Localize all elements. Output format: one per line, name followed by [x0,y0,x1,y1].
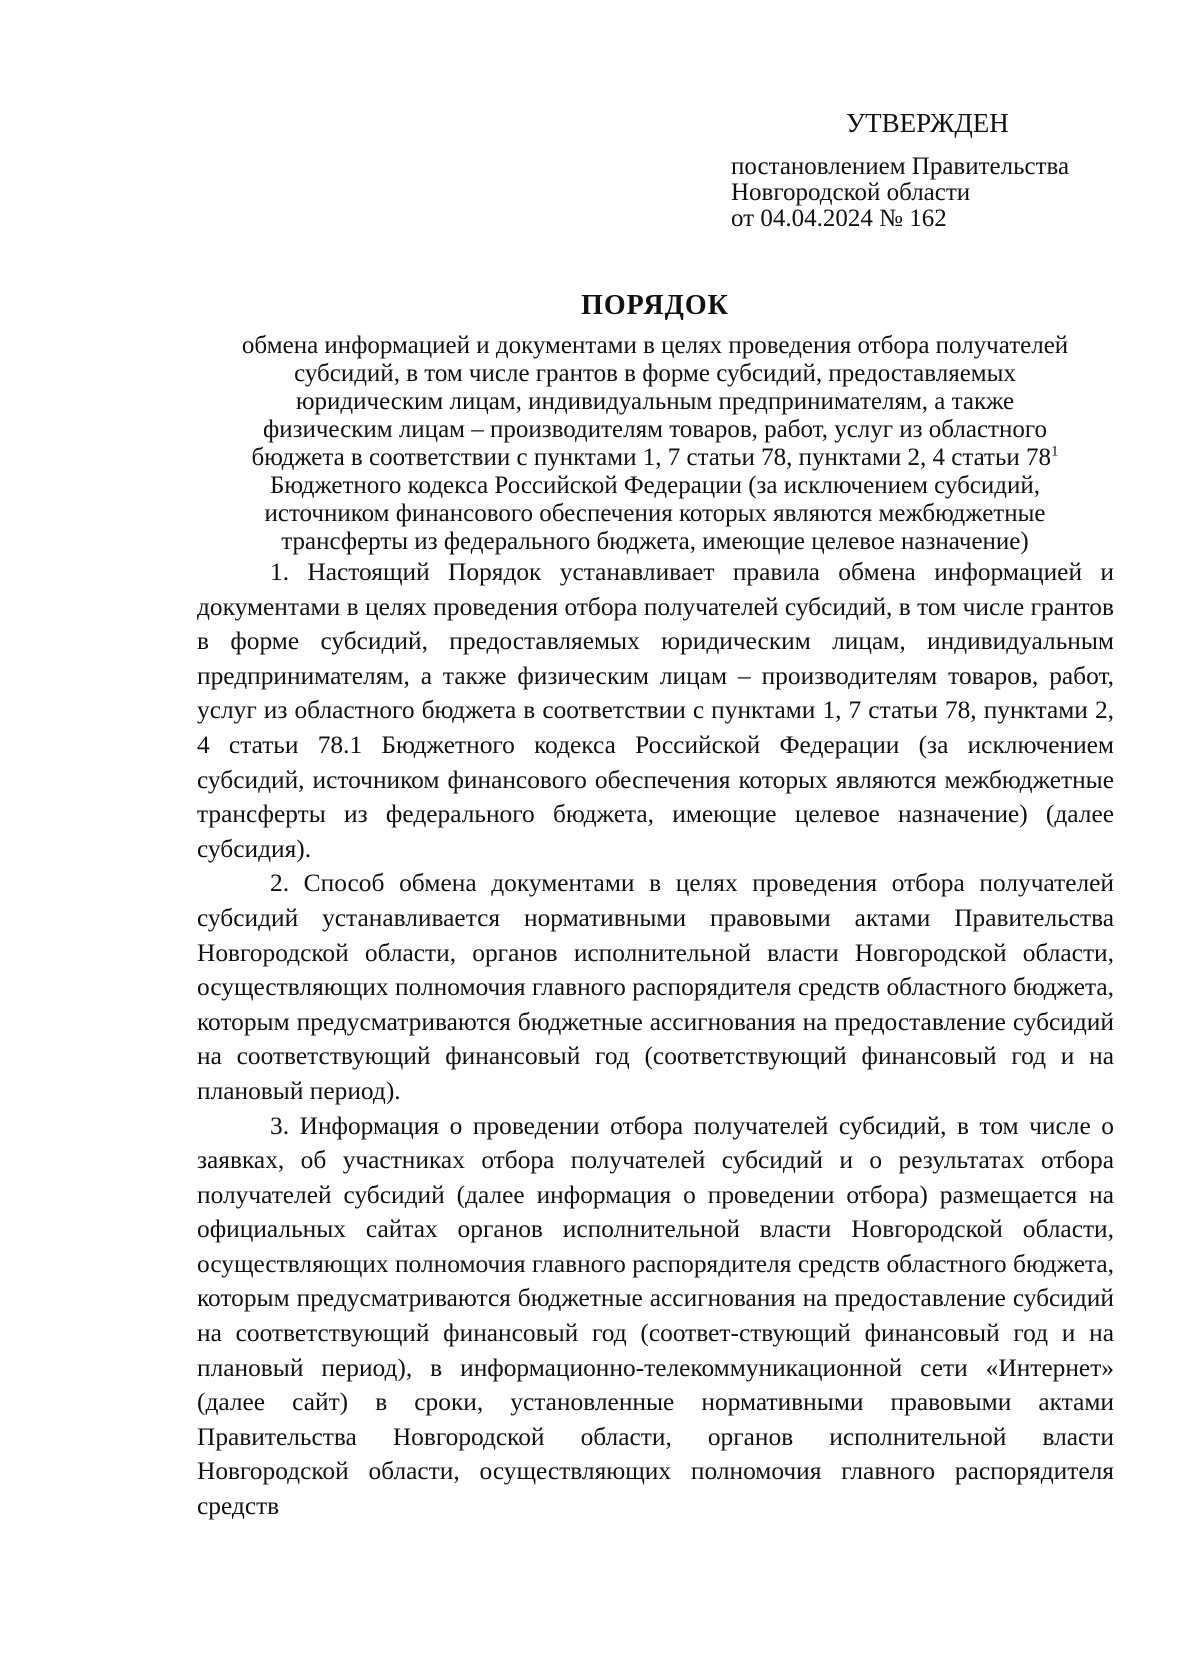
subtitle-line: юридическим лицам, индивидуальным предпринимателям, а также [295,388,1015,415]
approval-heading: УТВЕРЖДЕН [846,108,1009,138]
approval-line: постановлением Правительства [731,153,1070,180]
paragraph-3: 3. Информация о проведении отбора получателей субсидий, в том числе о заявках, об участниках отбора получателей субсидий и о результатах отбора получателей субсидий (далее информация о проведении отбора) размещается на официальных сайтах органов исполнительной власти Новгородской области, осуществляющих полномочия главного распорядителя средств областного бюджета, которым предусматриваются бюджетные ассигнования на предоставление субсидий на соответствующий финансовый год (соответ-ствующий финансовый год и на плановый период), в информационно-телекоммуникационной сети «Интернет» (далее сайт) в сроки, установленные нормативными правовыми актами Правительства Новгородской области, органов исполнительной власти Новгородской области, осуществляющих полномочия главного распорядителя средств [197,1111,1114,1521]
superscript: 1 [1051,443,1059,460]
subtitle-line: источником финансового обеспечения которых являются межбюджетные [264,500,1046,527]
subtitle-line-text: бюджета в соответствии с пунктами 1, 7 статьи 78, пунктами 2, 4 статьи 78 [251,444,1052,471]
document-title: ПОРЯДОК [581,290,729,321]
paragraph-2: 2. Способ обмена документами в целях проведения отбора получателей субсидий устанавливается нормативными правовыми актами Правительства Новгородской области, органов исполнительной власти Новгородской области, осуществляющих полномочия главного распорядителя средств областного бюджета, которым предусматриваются бюджетные ассигнования на предоставление субсидий на соответствующий финансовый год (соответствующий финансовый год и на плановый период). [197,869,1114,1105]
approval-block [731,110,1151,232]
subtitle-line: обмена информацией и документами в целях проведения отбора получателей [241,332,1069,359]
approval-line: от 04.04.2024 № 162 [731,205,947,232]
document-body [197,555,1114,1524]
title-block [190,290,1120,556]
subtitle-line-with-superscript [190,444,1120,472]
paragraph-1: 1. Настоящий Порядок устанавливает правила обмена информацией и документами в целях проведения отбора получателей субсидий, в том числе грантов в форме субсидий, предоставляемых юридическим лицам, индивидуальным предпринимателям, а также физическим лицам – производителям товаров, работ, услуг из областного бюджета в соответствии с пунктами 1, 7 статьи 78, пунктами 2, 4 статьи 78.1 Бюджетного кодекса Российской Федерации (за исключением субсидий, источником финансового обеспечения которых являются межбюджетные трансферты из федерального бюджета, имеющие целевое назначение) (далее субсидия). [197,558,1114,863]
subtitle-line: Бюджетного кодекса Российской Федерации (за исключением субсидий, [269,472,1041,499]
approval-line: Новгородской области [731,179,971,206]
subtitle-line: трансферты из федерального бюджета, имеющие целевое назначение) [281,528,1029,555]
subtitle-line: физическим лицам – производителям товаров, работ, услуг из областного [263,416,1047,443]
subtitle-line: субсидий, в том числе грантов в форме субсидий, предоставляемых [294,360,1016,387]
